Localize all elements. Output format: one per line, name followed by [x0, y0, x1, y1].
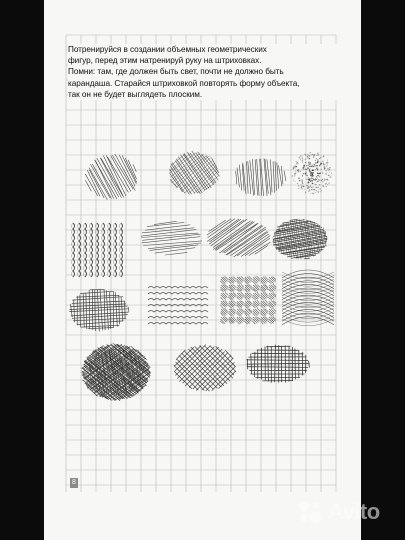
instruction-line: Потренируйся в создании объемных геометрических [68, 45, 267, 54]
hatching-samples [44, 0, 361, 540]
hatching-sample-wavy-vertical [72, 223, 123, 277]
hatching-sample-diamond-crosshatch [174, 345, 236, 391]
instruction-line: так он не будет выглядеть плоским. [68, 89, 203, 99]
hatching-sample-basket-weave [220, 276, 276, 324]
instruction-line: карандаша. Старайся штриховкой повторять форму объекта, [68, 78, 300, 88]
hatching-sample-horizontal-strokes [141, 221, 201, 255]
avito-logo-text: Avito [328, 499, 380, 524]
hatching-sample-cross-diagonal [170, 151, 220, 194]
hatching-sample-dark-cloud-crosshatch [82, 344, 151, 401]
page-number: 8 [70, 478, 78, 488]
hatching-sample-dense-crosshatch [273, 219, 327, 259]
hatching-sample-wavy-weave [148, 287, 208, 325]
hatching-sample-diagonal-strokes [85, 154, 136, 199]
instruction-line: Помни: там, где должен быть свет, почти не должно быть [68, 67, 284, 77]
hatching-sample-stippling [292, 152, 333, 194]
avito-watermark [296, 498, 396, 526]
worksheet-page [44, 0, 361, 540]
hatching-sample-grid-crosshatch [70, 289, 129, 331]
avito-dots-icon [296, 499, 324, 525]
hatching-sample-square-grid [247, 345, 310, 383]
instruction-line: фигур, перед этим натренируй руку на штриховках. [68, 56, 262, 66]
hatching-sample-curved-crosshatch [282, 270, 334, 326]
hatching-sample-diagonal-dense [207, 219, 270, 257]
hatching-sample-vertical-strokes [236, 159, 286, 196]
